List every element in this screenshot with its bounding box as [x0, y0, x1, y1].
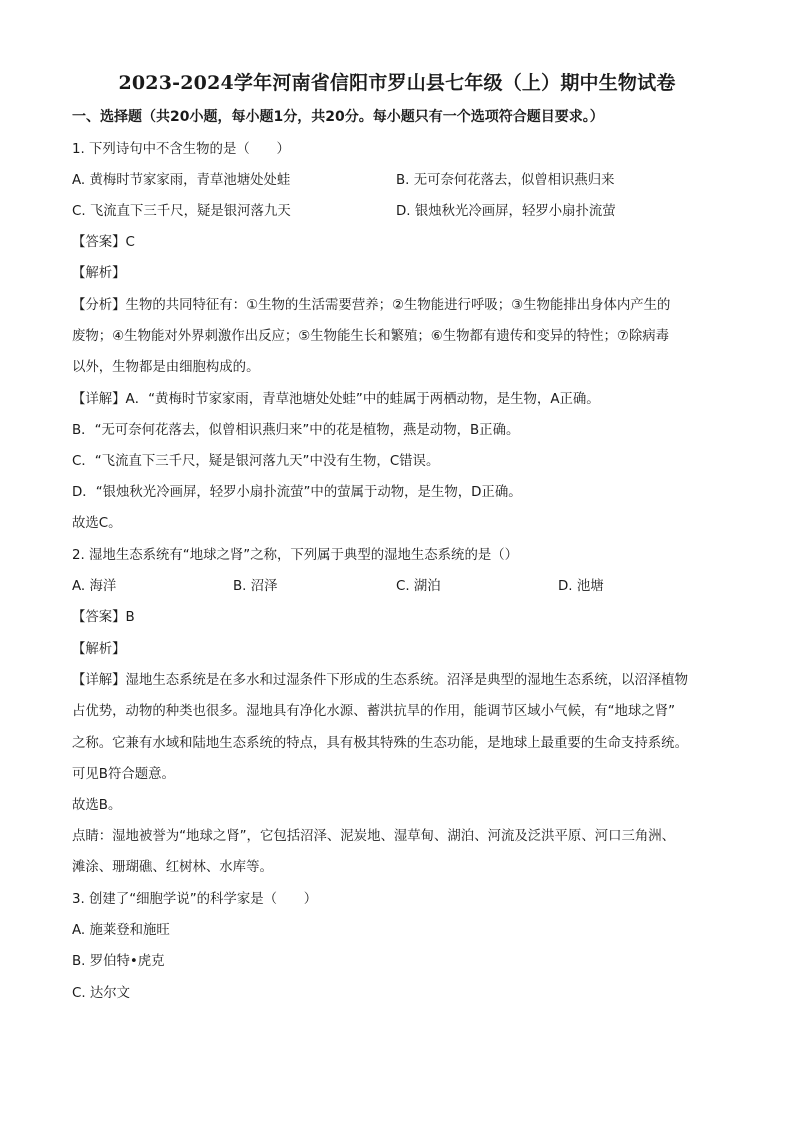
question-1-detail-line: C．“飞流直下三千尺，疑是银河落九天”中没有生物，C错误。: [72, 454, 440, 469]
question-3-option-a: A. 施莱登和施旺: [72, 923, 170, 938]
question-1-option-c: C. 飞流直下三千尺，疑是银河落九天: [72, 204, 291, 219]
question-1-analysis-line: 废物；④生物能对外界刺激作出反应；⑤生物能生长和繁殖；⑥生物都有遗传和变异的特性；⑦除病毒: [72, 329, 670, 344]
question-1-detail-line: B．“无可奈何花落去，似曾相识燕归来”中的花是植物，燕是动物，B正确。: [72, 423, 520, 438]
question-2-conclusion: 故选B。: [72, 798, 122, 813]
question-2-detail-line: 占优势，动物的种类也很多。湿地具有净化水源、蓄洪抗旱的作用，能调节区域小气候，有“地球之肾”: [72, 704, 676, 719]
question-1-answer: 【答案】C: [72, 235, 135, 250]
question-3-option-c: C. 达尔文: [72, 986, 131, 1001]
question-2-detail-line: 可见B符合题意。: [72, 767, 175, 782]
question-1-detail-line: 【详解】A．“黄梅时节家家雨，青草池塘处处蛙”中的蛙属于两栖动物，是生物，A正确。: [72, 392, 600, 407]
question-2-option-b: B. 沼泽: [233, 579, 278, 594]
question-2-stem: 2. 湿地生态系统有“地球之肾”之称，下列属于典型的湿地生态系统的是（）: [72, 548, 519, 563]
question-1-option-d: D. 银烛秋光冷画屏，轻罗小扇扑流萤: [396, 204, 616, 219]
question-1-conclusion: 故选C。: [72, 516, 122, 531]
question-3-stem: 3. 创建了“细胞学说”的科学家是（ ）: [72, 892, 318, 907]
exam-title: 2023-2024学年河南省信阳市罗山县七年级（上）期中生物试卷: [118, 72, 676, 94]
question-3-option-b: B. 罗伯特•虎克: [72, 954, 165, 969]
question-1-stem: 1. 下列诗句中不含生物的是（ ）: [72, 142, 290, 157]
question-2-detail-line: 【详解】湿地生态系统是在多水和过湿条件下形成的生态系统。沼泽是典型的湿地生态系统，以沼泽植物: [72, 673, 688, 688]
question-1-analysis-line: 以外，生物都是由细胞构成的。: [72, 360, 260, 375]
question-2-answer: 【答案】B: [72, 610, 135, 625]
question-2-option-c: C. 湖泊: [396, 579, 441, 594]
question-2-tip-line: 点睛：湿地被誉为“地球之肾”，它包括沼泽、泥炭地、湿草甸、湖泊、河流及泛洪平原、河口三角洲、: [72, 829, 676, 844]
question-2-tip-line: 滩涂、珊瑚礁、红树林、水库等。: [72, 860, 273, 875]
question-2-detail-line: 之称。它兼有水域和陆地生态系统的特点，具有极其特殊的生态功能，是地球上最重要的生命支持系统。: [72, 736, 688, 751]
question-1-option-b: B. 无可奈何花落去，似曾相识燕归来: [396, 173, 615, 188]
question-1-detail-line: D．“银烛秋光冷画屏，轻罗小扇扑流萤”中的萤属于动物，是生物，D正确。: [72, 485, 522, 500]
question-1-analysis-line: 【分析】生物的共同特征有：①生物的生活需要营养；②生物能进行呼吸；③生物能排出身体内产生的: [72, 298, 671, 313]
question-1-analysis-label: 【解析】: [72, 266, 126, 281]
question-2-analysis-label: 【解析】: [72, 642, 126, 657]
question-2-option-d: D. 池塘: [558, 579, 604, 594]
question-1-option-a: A. 黄梅时节家家雨，青草池塘处处蛙: [72, 173, 291, 188]
question-2-option-a: A. 海洋: [72, 579, 117, 594]
section-header: 一、选择题（共20小题，每小题1分，共20分。每小题只有一个选项符合题目要求。）: [72, 109, 604, 125]
